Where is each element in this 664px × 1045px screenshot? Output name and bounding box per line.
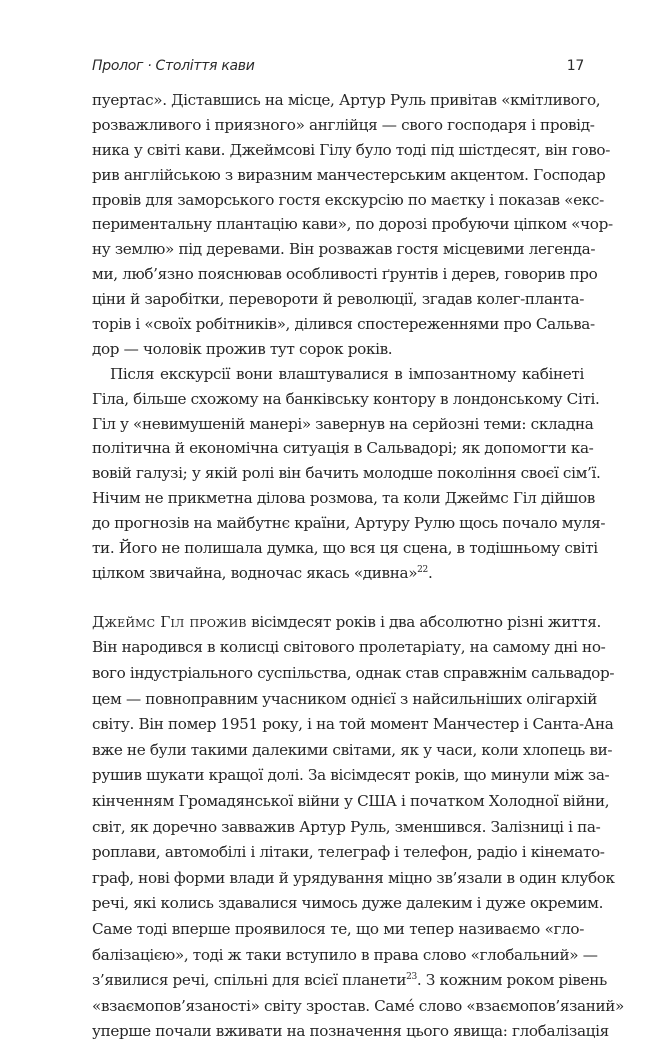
- paragraph-2: [92, 362, 606, 586]
- smallcaps-lead: Джеймс Гіл прожив: [92, 612, 247, 631]
- footnote-ref[interactable]: 22: [417, 564, 428, 575]
- text-line: ти. Його не полишала думка, що вся ця сцена, в тодішньому світі: [92, 539, 598, 558]
- text-line: пуертас». Діставшись на місце, Артур Руль привітав «кмітливого,: [92, 91, 601, 109]
- text-line: розважливого і приязного» англійця — свого господаря і провід-: [92, 115, 595, 134]
- text-line: балізацією», тоді ж таки вступило в права слово «глобальний» —: [92, 945, 598, 964]
- text-line: рив англійською з виразним манчестерським акцентом. Господар: [92, 165, 606, 184]
- text-line: торів і «своїх робітників», ділився спостереженнями про Сальва-: [92, 315, 595, 334]
- text-fragment: вісімдесят років і два абсолютно різні життя.: [246, 612, 601, 631]
- text-line: роплави, автомобілі і літаки, телеграф і телефон, радіо і кінемато-: [92, 843, 605, 862]
- paragraph-3: [92, 610, 624, 1045]
- text-line: граф, нові форми влади й урядування міцно зв’язали в один клубок: [92, 868, 615, 887]
- text-line: речі, які колись здавалися чимось дуже далеким і дуже окремим.: [92, 894, 604, 913]
- text-line: рушив шукати кращої долі. За вісімдесят років, що минули між за-: [92, 766, 610, 785]
- text-line: ціни й заробітки, перевороти й революції, згадав колег-планта-: [92, 290, 584, 309]
- page-number: 17: [566, 58, 584, 74]
- text-line: світ, як доречно завважив Артур Руль, зменшився. Залізниці і па-: [92, 817, 601, 836]
- text-line: Нічим не прикметна ділова розмова, та коли Джеймс Гіл дійшов: [92, 489, 595, 508]
- footnote-ref[interactable]: 23: [406, 972, 417, 983]
- text-line: Він народився в колисці світового пролетаріату, на самому дні но-: [92, 638, 606, 657]
- text-line: до прогнозів на майбутнє країни, Артуру Рулю щось почало муля-: [92, 514, 606, 533]
- text-fragment: цілком звичайна, водночас якась «дивна»: [92, 563, 418, 582]
- text-fragment: з’явилися речі, спільні для всієї планети: [92, 971, 407, 990]
- running-head: [92, 58, 584, 80]
- text-line: дор — чоловік прожив тут сорок років.: [92, 339, 393, 358]
- text-fragment: . З кожним роком рівень: [416, 971, 607, 990]
- text-line: [92, 968, 607, 994]
- text-line: Саме тоді вперше проявилося те, що ми тепер називаємо «гло-: [92, 919, 584, 938]
- text-line: «взаємопов’язаності» світу зростав. Самé слово «взаємопов’язаний»: [92, 996, 624, 1015]
- text-line: вовій галузі; у якій ролі він бачить молодше покоління своєї сім’ї.: [92, 464, 601, 483]
- text-line: уперше почали вживати на позначення цього явища: глобалізація: [92, 1022, 609, 1041]
- text-line: периментальну плантацію кави», по дорозі пробуючи ціпком «чор-: [92, 215, 613, 234]
- text-line: ника у світі кави. Джеймсові Гілу було тоді під шістдесят, він гово-: [92, 140, 611, 159]
- body-text: [92, 88, 624, 1045]
- text-line: провів для заморського гостя екскурсію по маєтку і показав «екс-: [92, 190, 604, 209]
- text-line: вого індустріального суспільства, однак став справжнім сальвадор-: [92, 664, 615, 682]
- chapter-title: Пролог · Століття кави: [92, 58, 255, 74]
- text-line: ну землю» під деревами. Він розважав гостя місцевими легенда-: [92, 240, 596, 259]
- text-line: світу. Він помер 1951 року, і на той момент Манчестер і Санта-Ана: [92, 715, 614, 734]
- text-fragment: .: [427, 563, 433, 582]
- text-line: кінченням Громадянської війни у США і початком Холодної війни,: [92, 791, 610, 810]
- text-line: вже не були такими далекими світами, як у часи, коли хлопець ви-: [92, 740, 613, 759]
- text-line: Гіла, більше схожому на банківську контору в лондонському Сіті.: [92, 389, 600, 408]
- text-line: Гіл у «невимушеній манері» завернув на серйозні теми: складна: [92, 414, 594, 433]
- text-line: Після екскурсії вони влаштувалися в імпозантному кабінеті: [110, 364, 584, 383]
- text-line: політична й економічна ситуація в Сальвадорі; як допомогти ка-: [92, 439, 594, 458]
- text-line: ми, люб’язно пояснював особливості ґрунтів і дерев, говорив про: [92, 265, 598, 284]
- text-line: цем — повноправним учасником однієї з найсильніших олігархій: [92, 689, 598, 708]
- paragraph-1: [92, 88, 613, 362]
- text-line: [92, 561, 584, 586]
- text-line: [92, 610, 601, 636]
- section-break: [92, 586, 584, 610]
